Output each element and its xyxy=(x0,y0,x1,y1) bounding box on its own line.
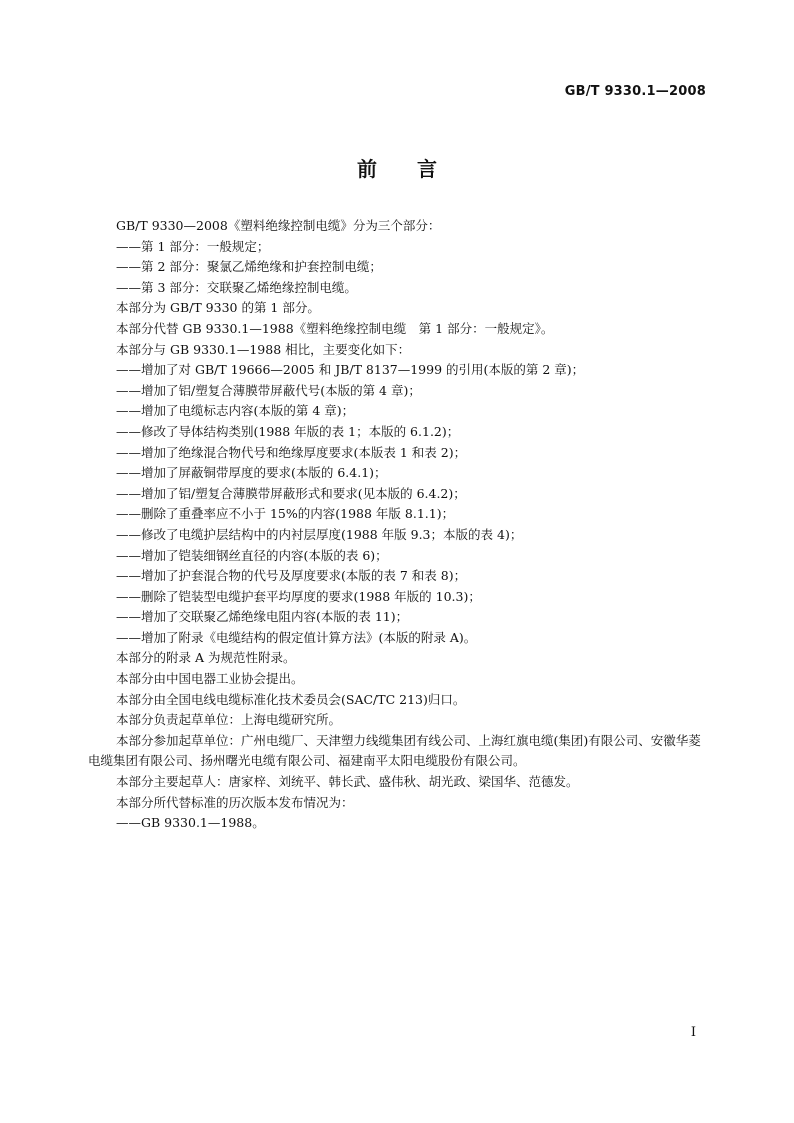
paragraph-line: 本部分负责起草单位：上海电缆研究所。 xyxy=(116,712,342,728)
list-item: ——增加了对 GB/T 19666—2005 和 JB/T 8137—1999 的引用(本版的第 2 章)； xyxy=(116,362,585,378)
list-item: ——修改了电缆护层结构中的内衬层厚度(1988 年版 9.3；本版的表 4)； xyxy=(116,526,523,542)
list-item: ——第 2 部分：聚氯乙烯绝缘和护套控制电缆； xyxy=(116,259,382,275)
paragraph-line: 本部分由全国电线电缆标准化技术委员会(SAC/TC 213)归口。 xyxy=(116,691,466,707)
list-item: ——增加了电缆标志内容(本版的第 4 章)； xyxy=(116,403,355,419)
preface-body xyxy=(88,216,708,834)
list-item: ——第 3 部分：交联聚乙烯绝缘控制电缆。 xyxy=(116,279,357,295)
paragraph-line: 本部分的附录 A 为规范性附录。 xyxy=(116,650,296,666)
paragraph-line: 本部分代替 GB 9330.1—1988《塑料绝缘控制电缆 第 1 部分：一般规定》。 xyxy=(116,320,554,336)
list-item: ——删除了重叠率应不小于 15%的内容(1988 年版 8.1.1)； xyxy=(116,506,455,522)
paragraph-line: GB/T 9330—2008《塑料绝缘控制电缆》分为三个部分： xyxy=(116,218,441,233)
paragraph-line: 本部分所代替标准的历次版本发布情况为： xyxy=(116,794,354,810)
page-title xyxy=(0,153,794,182)
list-item: ——删除了铠装型电缆护套平均厚度的要求(1988 年版的 10.3)； xyxy=(116,588,481,604)
list-item: ——增加了交联聚乙烯绝缘电阻内容(本版的表 11)； xyxy=(116,609,409,625)
title-char-1: 前 xyxy=(357,157,377,181)
list-item: ——GB 9330.1—1988。 xyxy=(116,815,265,831)
list-item: ——增加了附录《电缆结构的假定值计算方法》(本版的附录 A)。 xyxy=(116,629,477,645)
list-item: ——第 1 部分：一般规定； xyxy=(116,238,270,254)
paragraph-line: 本部分主要起草人：唐家梓、刘统平、韩长武、盛伟秋、胡光政、梁国华、范德发。 xyxy=(116,774,579,790)
list-item: ——增加了铝/塑复合薄膜带屏蔽形式和要求(见本版的 6.4.2)； xyxy=(116,485,466,501)
page-number: I xyxy=(690,1025,696,1040)
list-item: ——增加了铝/塑复合薄膜带屏蔽代号(本版的第 4 章)； xyxy=(116,382,421,398)
list-item: ——增加了铠装细钢丝直径的内容(本版的表 6)； xyxy=(116,547,388,563)
title-char-2: 言 xyxy=(417,157,437,181)
list-item: ——修改了导体结构类别(1988 年版的表 1；本版的 6.1.2)； xyxy=(116,423,460,439)
standard-number: GB/T 9330.1—2008 xyxy=(564,84,706,99)
paragraph-line: 本部分为 GB/T 9330 的第 1 部分。 xyxy=(116,300,320,316)
list-item: ——增加了护套混合物的代号及厚度要求(本版的表 7 和表 8)； xyxy=(116,568,467,584)
list-item: ——增加了屏蔽铜带厚度的要求(本版的 6.4.1)； xyxy=(116,465,387,481)
drafting-units-paragraph: 本部分参加起草单位：广州电缆厂、天津塑力线缆集团有线公司、上海红旗电缆(集团)有限公司、安徽华菱电缆集团有限公司、扬州曙光电缆有限公司、福建南平太阳电缆股份有限公司。 xyxy=(88,732,701,769)
list-item: ——增加了绝缘混合物代号和绝缘厚度要求(本版表 1 和表 2)； xyxy=(116,444,467,460)
paragraph-line: 本部分由中国电器工业协会提出。 xyxy=(116,671,304,687)
paragraph-line: 本部分与 GB 9330.1—1988 相比，主要变化如下： xyxy=(116,341,411,357)
